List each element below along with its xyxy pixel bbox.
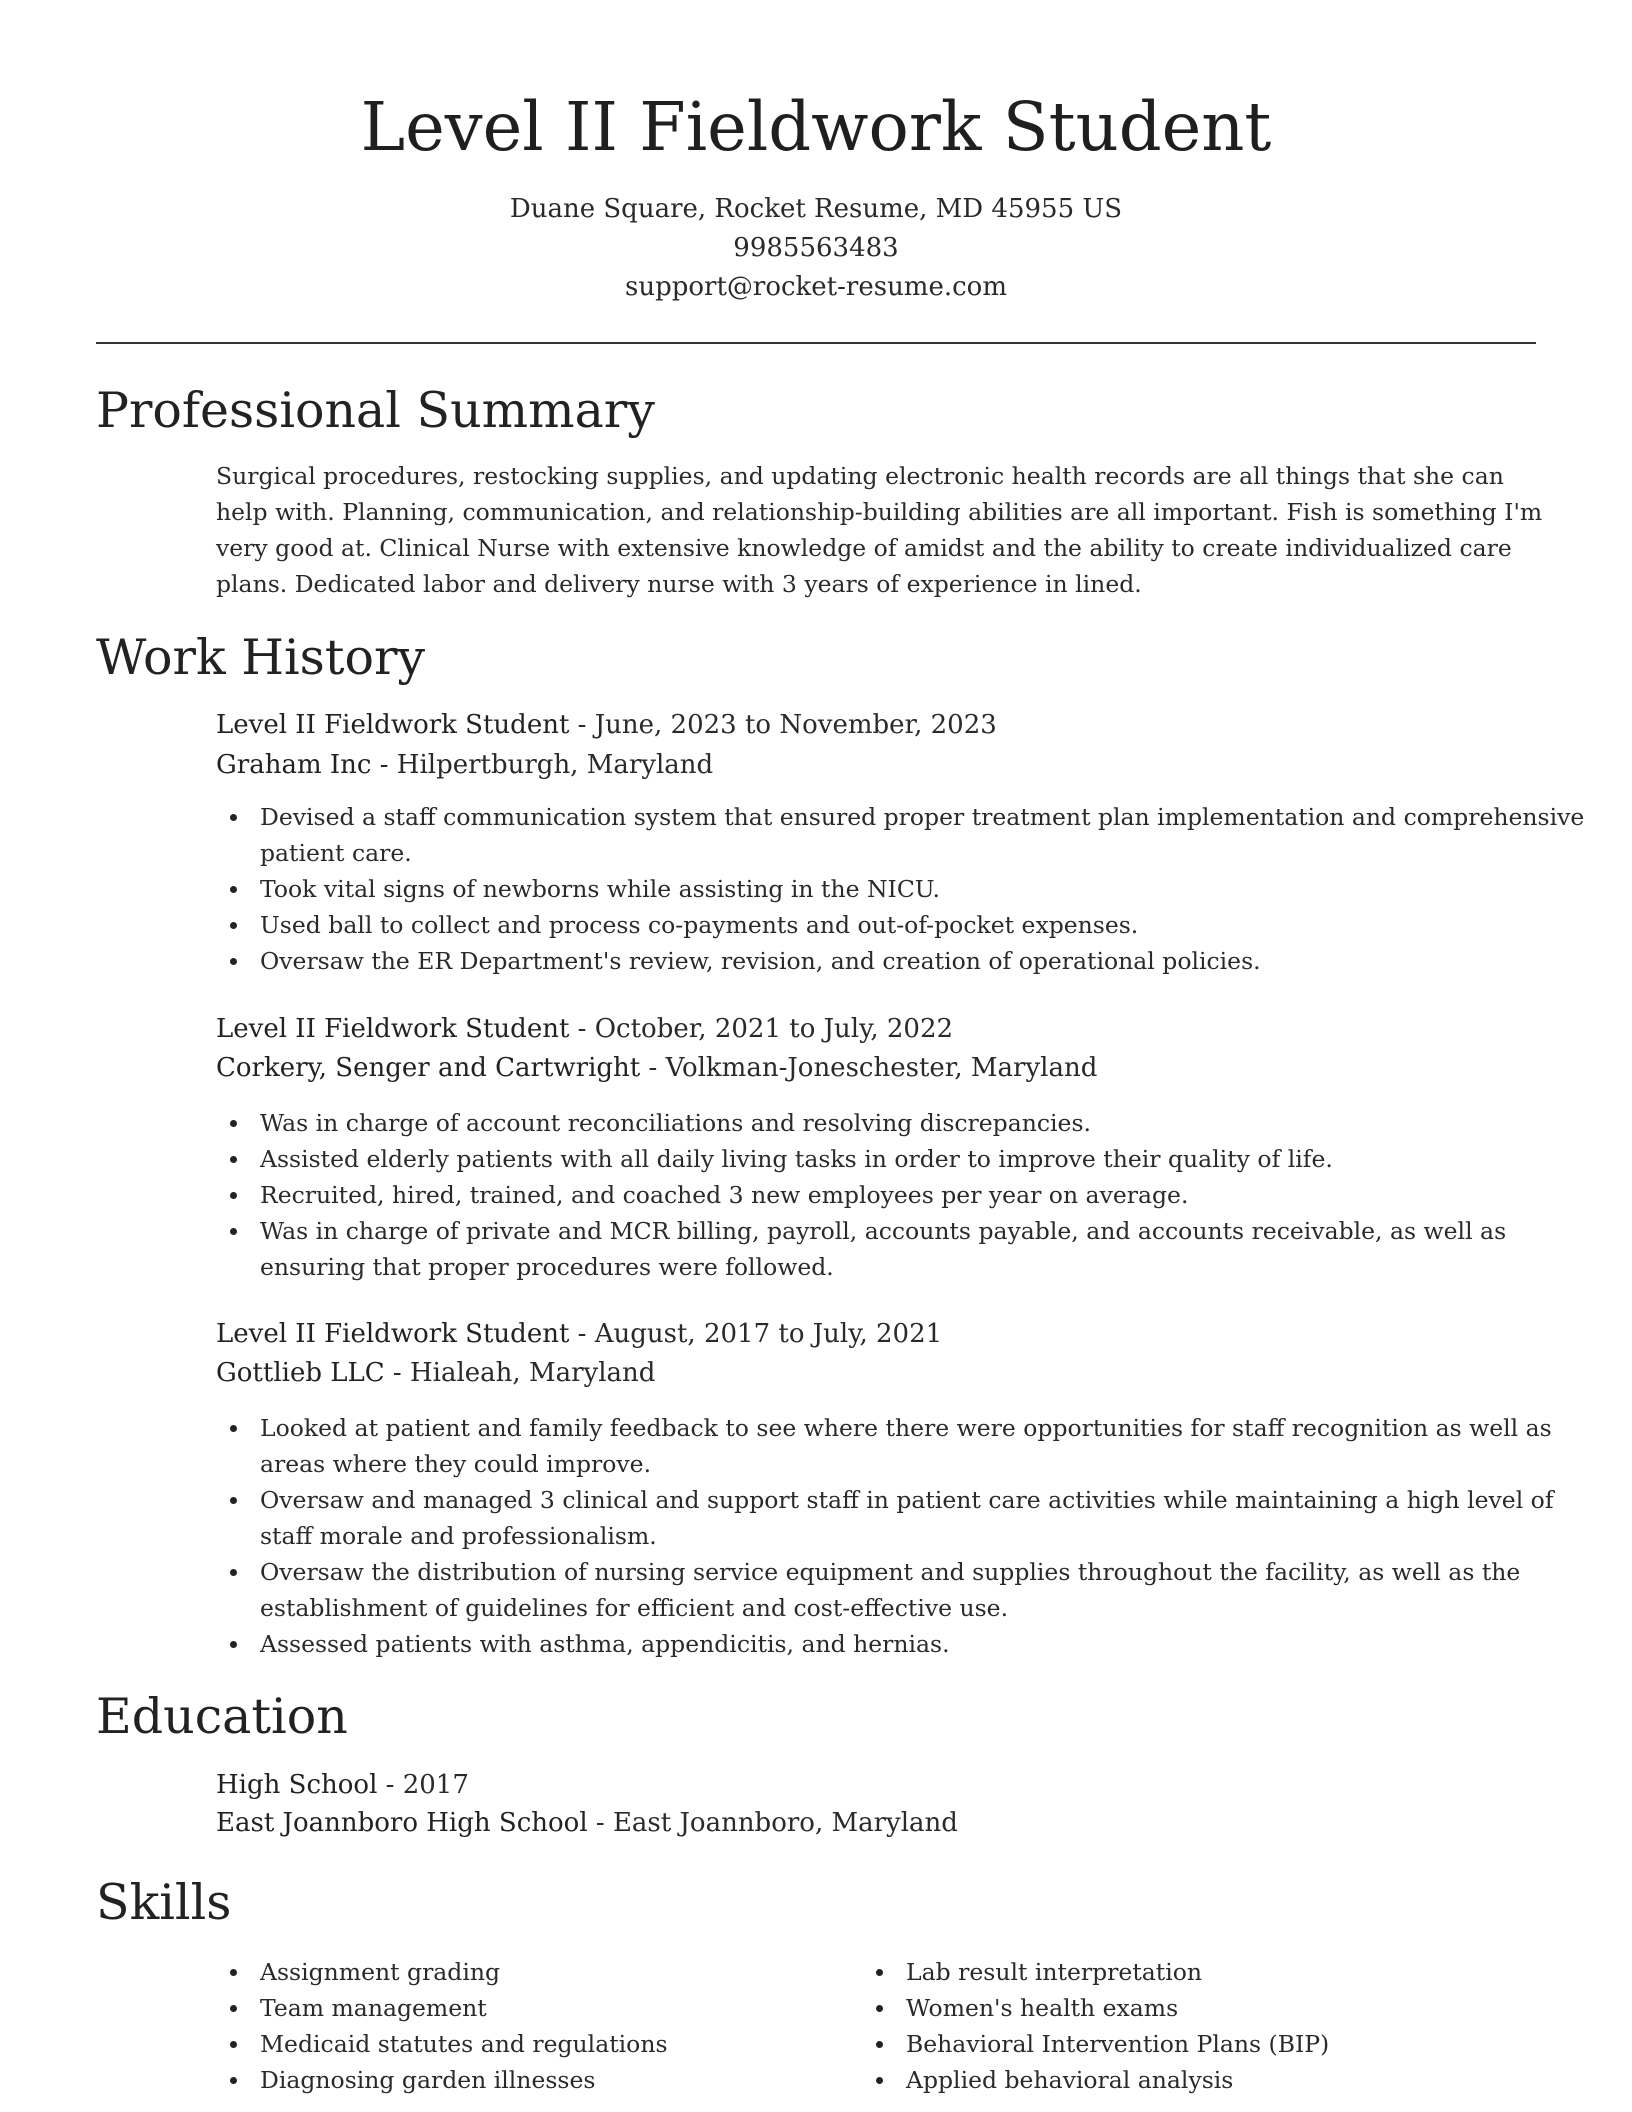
list-item: Women's health exams — [906, 1990, 1632, 2026]
job-3-location: - Hialeah, Maryland — [384, 1358, 656, 1388]
list-item: Diagnosing garden illnesses — [260, 2062, 1590, 2098]
job-2-dates: - October, 2021 to July, 2022 — [569, 1014, 954, 1044]
list-item: Behavioral Intervention Plans (BIP) — [906, 2026, 1632, 2062]
list-item: Assessed patients with asthma, appendicitis, and hernias. — [260, 1626, 1590, 1662]
job-1-role: Level II Fieldwork Student — [216, 710, 570, 740]
job-2-bullets — [216, 1105, 1590, 1285]
job-2-company: Corkery, Senger and Cartwright — [216, 1053, 641, 1083]
skills-heading: Skills — [96, 1874, 232, 1931]
education-location: - East Joannboro, Maryland — [587, 1808, 958, 1838]
job-3-company: Gottlieb LLC — [216, 1358, 385, 1388]
work-history-heading: Work History — [96, 629, 426, 686]
education-degree: High School — [216, 1770, 378, 1800]
job-1-location: - Hilpertburgh, Maryland — [371, 750, 714, 780]
summary-text: Surgical procedures, restocking supplies, and updating electronic health records are all things that she can help with. Planning, communication, and relationship-building abilities are all important. Fish is something I'm very good at. Clinical Nurse with extensive knowledge of amidst and the ability to create individualized care plans. Dedicated labor and delivery nurse with 3 years of experience in lined. — [216, 462, 1543, 598]
email: support@rocket-resume.com — [624, 272, 1007, 302]
list-item: Oversaw the distribution of nursing service equipment and supplies throughout the facility, as well as the establishment of guidelines for efficient and cost-effective use. — [260, 1554, 1590, 1626]
job-1-company: Graham Inc — [216, 750, 372, 780]
list-item: Recruited, hired, trained, and coached 3 new employees per year on average. — [260, 1177, 1590, 1213]
list-item: Devised a staff communication system that ensured proper treatment plan implementation and comprehensive patient care. — [260, 799, 1590, 871]
education-school: East Joannboro High School — [216, 1808, 588, 1838]
job-2-company-line — [216, 1049, 1097, 1087]
list-item: Looked at patient and family feedback to see where there were opportunities for staff recognition as well as areas where they could improve. — [260, 1410, 1590, 1482]
job-3-role: Level II Fieldwork Student — [216, 1319, 570, 1349]
education-heading: Education — [96, 1688, 348, 1745]
address: Duane Square, Rocket Resume, MD 45955 US — [509, 194, 1123, 224]
list-item: Was in charge of account reconciliations and resolving discrepancies. — [260, 1105, 1590, 1141]
header-divider — [96, 342, 1536, 344]
phone: 9985563483 — [733, 233, 899, 263]
list-item: Assisted elderly patients with all daily living tasks in order to improve their quality of life. — [260, 1141, 1590, 1177]
job-2-location: - Volkman-Joneschester, Maryland — [640, 1053, 1098, 1083]
job-1-dates: - June, 2023 to November, 2023 — [569, 710, 997, 740]
job-3-title-line — [216, 1315, 942, 1353]
list-item: Assignment grading — [260, 1954, 1590, 1990]
job-1-company-line — [216, 746, 713, 784]
job-3-dates: - August, 2017 to July, 2021 — [569, 1319, 943, 1349]
contact-block — [0, 190, 1632, 307]
list-item: Medicaid statutes and regulations — [260, 2026, 1590, 2062]
summary-heading: Professional Summary — [96, 382, 655, 439]
skills-list-right — [862, 1954, 1632, 2098]
list-item: Team management — [260, 1990, 1590, 2026]
list-item: Lab result interpretation — [906, 1954, 1632, 1990]
education-school-line — [216, 1804, 958, 1842]
education-year: - 2017 — [377, 1770, 469, 1800]
list-item: Oversaw the ER Department's review, revision, and creation of operational policies. — [260, 943, 1590, 979]
job-2-role: Level II Fieldwork Student — [216, 1014, 570, 1044]
job-2-title-line — [216, 1010, 953, 1048]
list-item: Oversaw and managed 3 clinical and support staff in patient care activities while maintaining a high level of staff morale and professionalism. — [260, 1482, 1590, 1554]
job-1-bullets — [216, 799, 1590, 979]
education-degree-line — [216, 1766, 469, 1804]
job-3-bullets — [216, 1410, 1590, 1662]
list-item: Took vital signs of newborns while assisting in the NICU. — [260, 871, 1590, 907]
job-1-title-line — [216, 706, 997, 744]
job-3-company-line — [216, 1354, 655, 1392]
list-item: Applied behavioral analysis — [906, 2062, 1632, 2098]
list-item: Was in charge of private and MCR billing, payroll, accounts payable, and accounts receivable, as well as ensuring that proper procedures were followed. — [260, 1213, 1590, 1285]
list-item: Used ball to collect and process co-payments and out-of-pocket expenses. — [260, 907, 1590, 943]
candidate-name: Level II Fieldwork Student — [360, 88, 1272, 166]
